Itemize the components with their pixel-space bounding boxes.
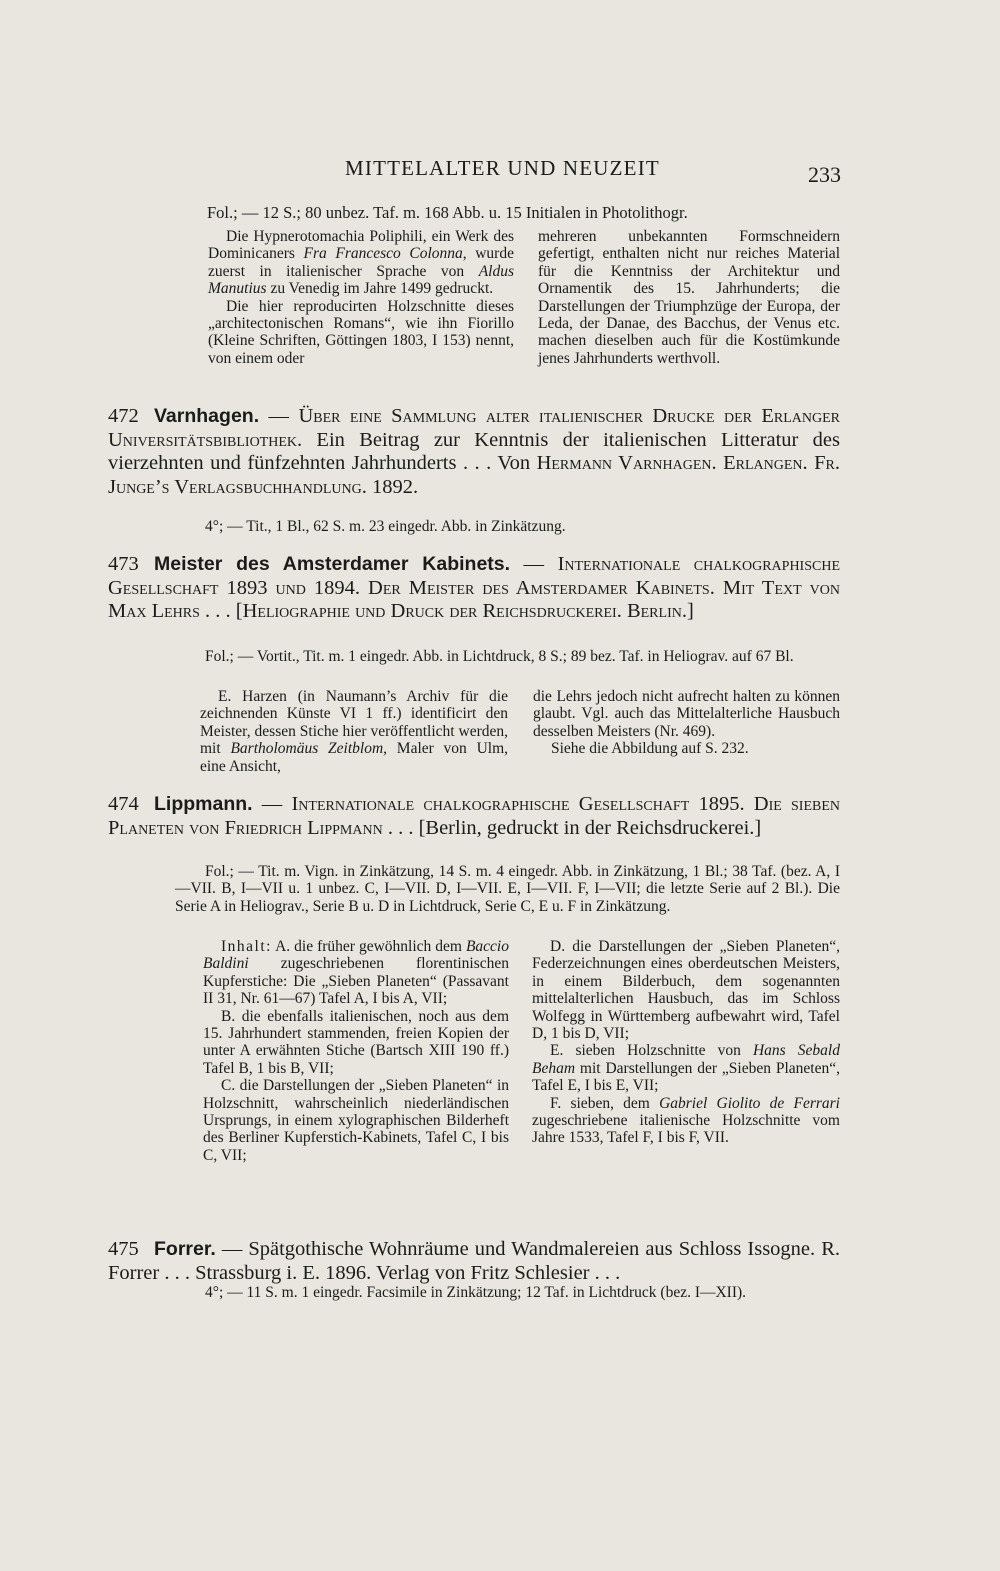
entry-475-format: 4°; — 11 S. m. 1 eingedr. Facsimile in Zinkätzung; 12 Taf. in Lichtdruck (bez. I—XII). [205,1284,747,1301]
contents-a: Inhalt: A. die früher gewöhnlich dem Baccio Baldini zugeschriebenen florentinischen Kupferstiche: Die „Sieben Planeten“ (Passavant II 31, Nr. 61—67) Tafel A, I bis A, VII; [203,938,509,1008]
entry-473: 473 Meister des Amsterdamer Kabinets. — Internationale chalkographische Gesellschaft 1893 und 1894. Der Meister des Amsterdamer Kabinets. Mit Text von Max Lehrs . . . [Heliographie und Druck der Reichsdruckerei. Berlin.] [108,553,841,622]
contents-c: C. die Darstellungen der „Sieben Planeten“ in Holzschnitt, wahrscheinlich niederländischen Ursprungs, in einem xylographischen Bilderheft des Berliner Kupferstich-Kabinets, Tafel C, I bis C, VII; [203,1077,509,1164]
entry-number: 474 [108,793,139,815]
entry-472-format: 4°; — Tit., 1 Bl., 62 S. m. 23 eingedr. Abb. in Zinkätzung. [205,518,566,535]
entry-472: 472 Varnhagen. — Über eine Sammlung alter italienischer Drucke der Erlanger Universitätsbibliothek. Ein Beitrag zur Kenntnis der italienischen Litteratur des vierzehnten und fünfzehnten Jahrhunderts . . . Von Hermann Varnhagen. Erlangen. Fr. Junge’s Verlagsbuchhandlung. 1892. [108,405,841,498]
contents-b: B. die ebenfalls italienischen, noch aus dem 15. Jahrhundert stammenden, freien Kopien der unter A erwähnten Stiche (Bartsch XIII 190 ff.) Tafel B, 1 bis B, VII; [203,1007,509,1077]
intro-left-column [208,228,514,367]
intro-right-column [538,228,840,367]
entry-473-left-column [200,688,508,775]
entry-number: 473 [108,553,139,575]
intro-format-line: Fol.; — 12 S.; 80 unbez. Taf. m. 168 Abb. u. 15 Initialen in Photolithogr. [207,203,688,222]
entry-473-note-1: E. Harzen (in Naumann’s Archiv für die zeichnenden Künste VI 1 ff.) identificirt den Meister, dessen Stiche hier veröffentlicht werden, mit Bartholomäus Zeitblom, Maler von Ulm, eine Ansicht, [200,688,509,775]
contents-e: E. sieben Holzschnitte von Hans Sebald Beham mit Darstellungen der „Sieben Planeten“, Tafel E, I bis E, VII; [532,1042,840,1095]
contents-d: D. die Darstellungen der „Sieben Planeten“, Federzeichnungen eines oberdeutschen Meisters, in einem Bilderbuch, dem sogenannten mittelalterlichen Hausbuch, das im Schloss Wolfegg in Württemberg aufbewahrt wird, Tafel D, 1 bis D, VII; [532,938,840,1043]
entry-474-format: Fol.; — Tit. m. Vign. in Zinkätzung, 14 S. m. 4 eingedr. Abb. in Zinkätzung, 1 Bl.; 38 Taf. (bez. A, I—VII. B, I—VII u. 1 unbez. C, I—VII. D, I—VII. E, I—VII. F, I—VII; die letzte Serie auf 2 Bl.). Die Serie A in Heliograv., Serie B u. D in Lichtdruck, Serie C, E u. F in Zinkätzung. [175,863,840,915]
entry-474: 474 Lippmann. — Internationale chalkographische Gesellschaft 1895. Die sieben Planeten von Friedrich Lippmann . . . [Berlin, gedruckt in der Reichsdruckerei.] [108,793,840,839]
entry-number: 472 [108,405,139,427]
intro-paragraph-1: Die Hypnerotomachia Poliphili, ein Werk des Dominicaners Fra Francesco Colonna, wurde zuerst in italienischer Sprache von Aldus Manutius zu Venedig im Jahre 1499 gedruckt. [208,228,514,298]
page-number: 233 [808,162,841,187]
entry-475: 475 Forrer. — Spätgothische Wohnräume und Wandmalereien aus Schloss Issogne. R. Forrer . . . Strassburg i. E. 1896. Verlag von Fritz Schlesier . . . [108,1238,840,1284]
running-title: MITTELALTER UND NEUZEIT [345,156,660,180]
entry-author: Lippmann. [154,793,253,815]
intro-paragraph-2: Die hier reproducirten Holzschnitte dieses „architectonischen Romans“, wie ihn Fiorillo (Kleine Schriften, Göttingen 1803, I 153) nennt, von einem oder [208,297,514,367]
entry-author: Varnhagen. [154,405,260,427]
contents-f: F. sieben, dem Gabriel Giolito de Ferrari zugeschriebene italienische Holzschnitte vom Jahre 1533, Tafel F, I bis F, VII. [532,1094,840,1147]
entry-473-note-3: Siehe die Abbildung auf S. 232. [551,740,749,758]
entry-author: Meister des Amsterdamer Kabinets. [154,553,511,575]
running-header [0,156,1000,186]
intro-paragraph-3: mehreren unbekannten Formschneidern gefertigt, enthalten nicht nur reiches Material für die Kenntniss der Architektur und Ornamentik des 15. Jahrhunderts; die Darstellungen der Triumphzüge der Europa, der Leda, der Danae, des Bacchus, der Venus etc. machen dieselben auch für die Kostümkunde jenes Jahrhunderts werthvoll. [538,228,840,367]
entry-473-note-2: die Lehrs jedoch nicht aufrecht halten zu können glaubt. Vgl. auch das Mittelalterliche Hausbuch desselben Meisters (Nr. 469). [533,688,840,740]
entry-number: 475 [108,1238,139,1260]
entry-474-left-column [203,938,509,1164]
entry-473-right-column [533,688,840,758]
entry-474-right-column [532,938,840,1147]
entry-473-format: Fol.; — Vortit., Tit. m. 1 eingedr. Abb. in Lichtdruck, 8 S.; 89 bez. Taf. in Heliograv. auf 67 Bl. [205,648,794,665]
entry-author: Forrer. [154,1238,216,1260]
